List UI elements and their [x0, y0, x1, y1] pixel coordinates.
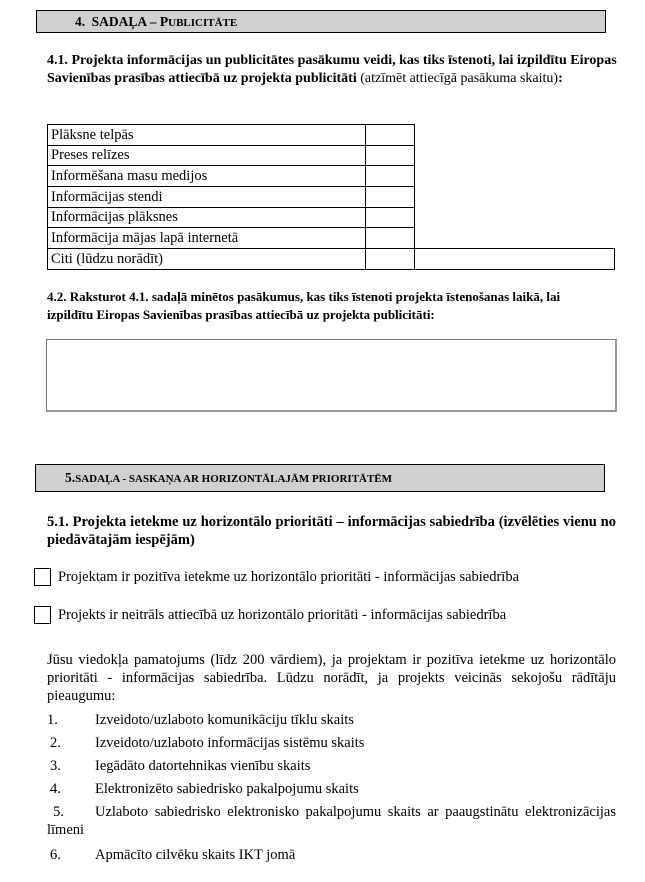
measure-label: Informēšana masu medijos	[48, 166, 366, 187]
measure-label: Plāksne telpās	[48, 125, 366, 146]
table-row	[48, 145, 615, 166]
measure-label: Preses relīzes	[48, 145, 366, 166]
measure-label: Informācijas plāksnes	[48, 207, 366, 228]
list-item: 2. Izveidoto/uzlaboto informācijas sistēmu skaits	[50, 735, 365, 751]
option-positive-impact[interactable]: Projektam ir pozitīva ietekme uz horizontālo prioritāti - informācijas sabiedrība	[34, 568, 519, 586]
checkbox[interactable]	[34, 606, 51, 624]
list-item: 6. Apmācīto cilvēku skaits IKT jomā	[50, 847, 296, 863]
list-item: 3. Iegādāto datortehnikas vienību skaits	[50, 758, 311, 774]
table-row	[48, 249, 615, 270]
measure-label: Informācijas stendi	[48, 187, 366, 208]
measure-count-input[interactable]	[366, 166, 415, 187]
measure-count-input[interactable]	[366, 187, 415, 208]
section-5-header	[35, 464, 605, 492]
checkbox[interactable]	[34, 568, 51, 586]
section-4-header	[36, 10, 606, 33]
other-specify-input[interactable]	[415, 249, 615, 270]
section-4-title: 4. SADAĻA – PUBLICITĀTE	[75, 14, 238, 29]
measure-count-input[interactable]	[366, 145, 415, 166]
table-row	[48, 187, 615, 208]
publicity-measures-table	[47, 124, 615, 270]
measure-count-input[interactable]	[366, 249, 415, 270]
publicity-description-textarea[interactable]	[46, 339, 617, 412]
table-row	[48, 207, 615, 228]
list-item: 1. Izveidoto/uzlaboto komunikāciju tīklu skaits	[47, 712, 354, 728]
option-neutral-impact[interactable]: Projekts ir neitrāls attiecībā uz horizontālo prioritāti - informācijas sabiedrība	[34, 606, 506, 624]
measure-count-input[interactable]	[366, 207, 415, 228]
list-item: 5. Uzlaboto sabiedrisko elektronisko pakalpojumu skaits ar paaugstinātu elektronizācijas līmeni	[47, 804, 616, 838]
measure-label: Informācija mājas lapā internetā	[48, 228, 366, 249]
question-5-1: 5.1. Projekta ietekme uz horizontālo prioritāti – informācijas sabiedrība (izvēlēties vienu no piedāvātajām iespējām)	[47, 514, 616, 548]
list-item: 4. Elektronizēto sabiedrisko pakalpojumu skaits	[50, 781, 359, 797]
justification-text: Jūsu viedokļa pamatojums (līdz 200 vārdiem), ja projektam ir pozitīva ietekme uz horizontālo prioritāti - informācijas sabiedrība. Lūdzu norādīt, ja projekts veicinās sekojošu rādītāju pieaugumu:	[47, 652, 616, 704]
section-5-title: 5.SADAĻA - SASKAŅA AR HORIZONTĀLAJĀM PRIORITĀTĒM	[65, 470, 393, 485]
measure-label: Citi (lūdzu norādīt)	[48, 249, 366, 270]
measure-count-input[interactable]	[366, 125, 415, 146]
section-4-title-text: SADAĻA – PUBLICITĀTE	[91, 14, 238, 29]
table-row	[48, 228, 615, 249]
question-4-2: 4.2. Raksturot 4.1. sadaļā minētos pasākumus, kas tiks īstenoti projekta īstenošanas laikā, lai izpildītu Eiropas Savienības prasības attiecībā uz projekta publicitāti:	[47, 289, 561, 322]
measure-count-input[interactable]	[366, 228, 415, 249]
table-row	[48, 166, 615, 187]
table-row	[48, 125, 615, 146]
question-4-1: 4.1. Projekta informācijas un publicitātes pasākumu veidi, kas tiks īstenoti, lai izpildītu Eiropas Savienības prasības attiecībā uz projekta publicitāti (atzīmēt attiecīgā pasākuma skaitu):	[47, 53, 617, 86]
